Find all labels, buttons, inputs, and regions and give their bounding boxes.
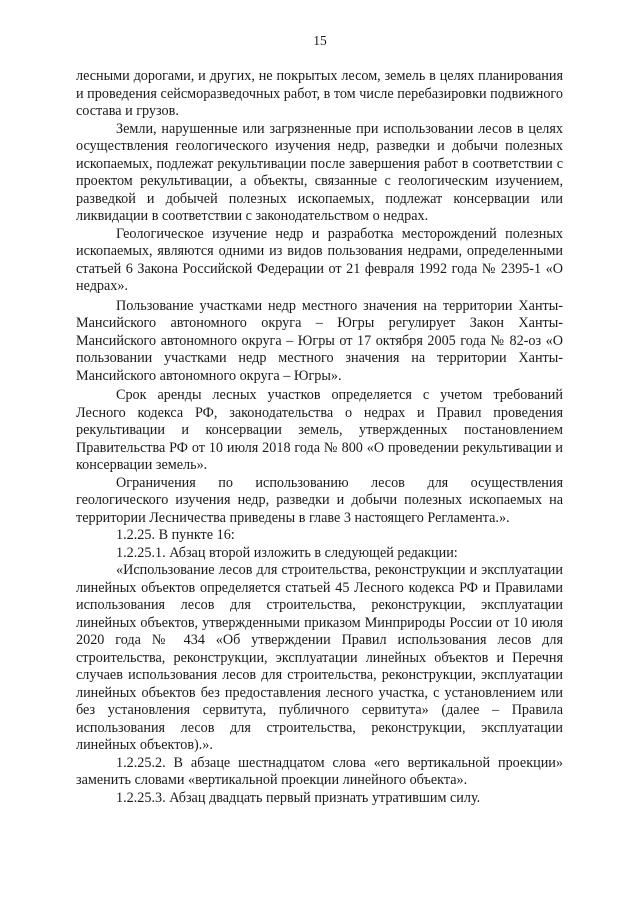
paragraph: 1.2.25. В пункте 16:	[116, 527, 235, 543]
paragraph: Земли, нарушенные или загрязненные при использовании лесов в целях осуществления геологического изучения недр, разведки и добычи полезных ископаемых, подлежат рекультивации после завершения работ в соответствии с проектом рекультивации, а объекты, связанные с геологическим изучением, разведкой и добычей полезных ископаемых, подлежат консервации или ликвидации в соответствии с законодательством о недрах.	[76, 120, 563, 224]
paragraph: Ограничения по использованию лесов для осуществления геологического изучения недр, разведки и добычи полезных ископаемых на территории Лесничества приведены в главе 3 настоящего Регламента.».	[76, 474, 563, 526]
paragraph: Срок аренды лесных участков определяется с учетом требований Лесного кодекса РФ, законодательства о недрах и Правил проведения рекультивации и консервации земель, утвержденных постановлением Правительства РФ от 10 июля 2018 года № 800 «О проведении рекультивации и консервации земель».	[76, 387, 563, 473]
paragraph: «Использование лесов для строительства, реконструкции и эксплуатации линейных объектов определяется статьей 45 Лесного кодекса РФ и Правилами использования лесов для строительства, реконструкции, эксплуатации линейных объектов, утвержденными приказом Минприроды России от 10 июля 2020 года № 434 «Об утверждении Правил использования лесов для строительства, реконструкции, эксплуатации линейных объектов и Перечня случаев использования лесов для строительства, реконструкции, эксплуатации линейных объектов без предоставления лесного участка, с установлением или без установления сервитута, публичного сервитута» (далее – Правила использования лесов для строительства, реконструкции, эксплуатации линейных объектов).».	[76, 562, 563, 753]
paragraph: Геологическое изучение недр и разработка месторождений полезных ископаемых, являются одними из видов пользования недрами, определенными статьей 6 Закона Российской Федерации от 21 февраля 1992 года № 2395-1 «О недрах».	[76, 225, 563, 294]
page-number: 15	[313, 33, 327, 48]
paragraph: Пользование участками недр местного значения на территории Ханты-Мансийского автономного округа – Югры регулирует Закон Ханты-Мансийского автономного округа – Югры от 17 октября 2005 года № 82-оз «О пользовании участками недр местного значения на территории Ханты-Мансийского автономного округа – Югры».	[76, 297, 563, 384]
paragraph: 1.2.25.1. Абзац второй изложить в следующей редакции:	[116, 544, 458, 561]
paragraph: 1.2.25.2. В абзаце шестнадцатом слова «его вертикальной проекции» заменить словами «вертикальной проекции линейного объекта».	[76, 754, 563, 788]
paragraph: лесными дорогами, и других, не покрытых лесом, земель в целях планирования и проведения сейсморазведочных работ, в том числе перебазировки подвижного состава и грузов.	[76, 68, 563, 119]
document-body	[76, 68, 563, 807]
paragraph: 1.2.25.3. Абзац двадцать первый признать утратившим силу.	[116, 789, 481, 806]
